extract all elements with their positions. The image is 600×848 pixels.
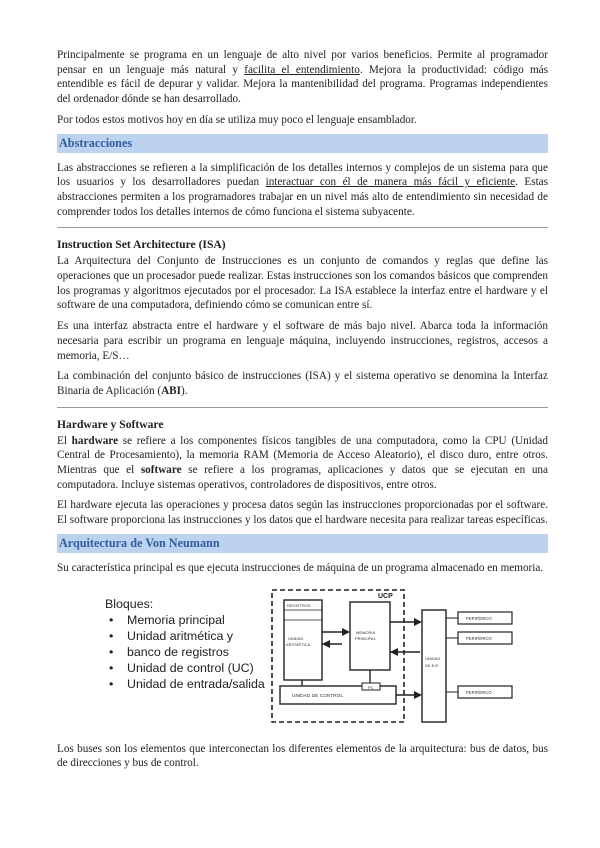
pc-label: PC — [368, 684, 374, 690]
intro-underlined: facilita el entendimiento — [244, 63, 360, 76]
isa-text-b: ). — [180, 384, 188, 397]
intro-paragraph — [57, 48, 548, 107]
bloque-item: • Unidad aritmética y — [127, 628, 265, 644]
isa-paragraph-1: La Arquitectura del Conjunto de Instrucciones es un conjunto de comandos y reglas que define las operaciones que un procesador puede realizar. Estas instrucciones son los comandos básicos que comprenden los programas y algoritmos ejecutados por el procesador. La ISA establece la interfaz entre el hardware y el software de una computadora, definiendo cómo se comunican entre sí. — [57, 255, 548, 312]
abstracciones-paragraph — [57, 161, 548, 220]
hardware-paragraph-2: El hardware ejecuta las operaciones y procesa datos según las instrucciones proporcionadas por el software. El software proporciona las instrucciones y los datos que el hardware necesita para realizar tareas específicas. — [57, 499, 548, 527]
hardware-term: hardware — [71, 434, 119, 447]
abstracciones-text-a: Las abstracciones se refieren a la simplificación de los detalles internos y complejos de un sistema para que los usuarios y los desarrolladores puedan — [57, 161, 548, 189]
section-title-abstracciones: Abstracciones — [57, 134, 548, 153]
ucp-label: UCP — [378, 592, 393, 600]
von-neumann-paragraph: Su característica principal es que ejecuta instrucciones de máquina de un programa almacenado en memoria. — [57, 561, 544, 574]
bloque-item: • Unidad de entrada/salida — [127, 676, 265, 692]
memoria-label-2: PRINCIPAL — [355, 635, 376, 641]
intro-text-a: Principalmente se programa en un lenguaje de alto nivel por varios beneficios. Permite al programador pensar en un lenguaje más natural y — [57, 49, 548, 76]
software-term: software — [140, 464, 182, 477]
hw-text-c: se refiere a los programas, aplicaciones y datos que se ejecutan en una computadora. Incluye sistemas operativos, controladores de dispositivos, entre otros. — [57, 464, 548, 491]
es-label-2: DE E/S — [425, 662, 439, 668]
hw-text-b: se refiere a los componentes físicos tangibles de una computadora, como la CPU (Unidad Central de Procesamiento), la memoria RAM (Memoria de Acceso Aleatorio), el disco duro, entre otros. Mientras que el — [57, 434, 548, 477]
section-title-hardware: Hardware y Software — [57, 417, 164, 431]
abstracciones-text-b: . Estas abstracciones permiten a los programadores trabajar en un nivel más alto de entendimiento sin necesidad de comprender todos los detalles internos de cómo funciona el sistema subyacente. — [57, 176, 548, 218]
periferico-label: PERIFÉRICO — [466, 635, 492, 641]
memoria-label-1: MEMORIA — [356, 629, 376, 635]
periferico-label: PERIFÉRICO — [466, 689, 492, 695]
section-title-isa: Instruction Set Architecture (ISA) — [57, 238, 226, 252]
registros-label: REGISTROS — [287, 602, 311, 608]
von-neumann-figure — [57, 582, 548, 732]
abi-term: ABI — [161, 384, 181, 397]
document-page — [57, 48, 548, 777]
bloques-list — [105, 596, 265, 692]
bloque-item-continued: • banco de registros — [127, 644, 265, 660]
intro-conclusion: Por todos estos motivos hoy en día se utiliza muy poco el lenguaje ensamblador. — [57, 113, 417, 126]
von-neumann-diagram — [270, 582, 560, 732]
section-title-von-neumann: Arquitectura de Von Neumann — [57, 534, 548, 553]
isa-text-a: La combinación del conjunto básico de instrucciones (ISA) y el sistema operativo se denomina la Interfaz Binaria de Aplicación ( — [57, 370, 548, 397]
buses-paragraph: Los buses son los elementos que interconectan los diferentes elementos de la arquitectura: bus de datos, bus de direcciones y bus de control. — [57, 742, 548, 770]
alu-label-2: ARITMÉTICA — [286, 641, 311, 647]
isa-paragraph-3 — [57, 369, 548, 398]
control-label: UNIDAD DE CONTROL — [292, 693, 344, 699]
hw-text-a: El — [57, 434, 72, 447]
es-label-1: UNIDAD — [425, 655, 441, 661]
periferico-label: PERIFÉRICO — [466, 615, 492, 621]
divider — [57, 227, 548, 228]
bloque-item: • Memoria principal — [127, 612, 265, 628]
alu-label-1: UNIDAD — [288, 635, 304, 641]
hardware-paragraph-1 — [57, 434, 548, 493]
bloques-title: Bloques: — [105, 596, 154, 611]
abstracciones-underlined: interactuar con él de manera más fácil y eficiente — [265, 176, 516, 189]
isa-paragraph-2: Es una interfaz abstracta entre el hardware y el software de más bajo nivel. Abarca toda la información necesaria para escribir un programa en lenguaje máquina, incluyendo instrucciones, registros, accesos a memoria, E/S… — [57, 320, 548, 362]
bloque-item: • Unidad de control (UC) — [127, 660, 265, 676]
intro-text-b: . Mejora la productividad: código más entendible es fácil de depurar y validar. Mejora la mantenibilidad del programa. Programas independientes del ordenador dónde se han desarrollado. — [57, 63, 548, 106]
divider — [57, 407, 548, 408]
